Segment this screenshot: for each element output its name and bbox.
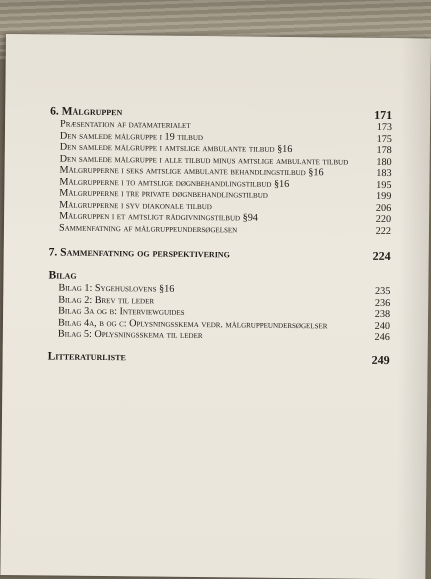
entry-label: Målgrupperne i seks amtslige ambulante behandlingstilbud §16: [59, 164, 324, 179]
entry-page-number: 222: [375, 225, 392, 237]
entry-page-number: 183: [376, 167, 392, 180]
entry-label: Bilag 2: Brev til leder: [58, 294, 155, 307]
entry-page-number: 195: [376, 179, 392, 191]
table-of-contents: [48, 104, 393, 366]
chapter-page-number: 171: [374, 107, 393, 123]
entry-label: Den samlede målgruppe i amtslige ambulante tilbud §16: [59, 141, 293, 156]
entry-page-number: 235: [374, 285, 391, 298]
entry-label: Den samlede målgruppe i 19 tilbud: [59, 130, 204, 143]
chapter-page-number: 224: [372, 248, 391, 264]
entry-page-number: 199: [375, 190, 392, 203]
entry-label: Sammenfatning af målgruppeundersøgelsen: [58, 222, 238, 235]
entry-label: Bilag 4a, b og c: Oplysningsskema vedr. målgruppeundersøgelser: [57, 317, 328, 331]
entry-page-number: 180: [376, 156, 392, 168]
entry-label: Målgrupperne i tre private døgnbehandlingstilbud: [59, 187, 268, 201]
entry-label: Bilag 3a og b: Interviewguides: [58, 305, 185, 318]
entry-page-number: 173: [376, 121, 393, 134]
entry-page-number: 178: [376, 144, 392, 157]
entry-label: Bilag 1: Sygehuslovens §16: [58, 282, 175, 295]
book-page: [0, 34, 431, 579]
entry-label: Målgruppen i et amtsligt rådgivningstilbud §94: [59, 210, 258, 224]
entry-label: Den samlede målgruppe i alle tilbud minus amtslige ambulante tilbud: [59, 153, 349, 168]
entry-page-number: 220: [375, 213, 392, 226]
entry-page-number: 175: [376, 133, 392, 145]
entry-label: Bilag 5: Oplysningsskema til leder: [57, 328, 203, 342]
entry-label: Præsentation af datamaterialet: [60, 118, 191, 131]
chapter-title: 7. Sammenfatning og perspektivering: [48, 246, 230, 261]
chapter-title: 6. Målgruppen: [50, 105, 123, 119]
entry-page-number: 240: [374, 320, 391, 332]
section-page-number: 249: [371, 352, 390, 367]
section-title: Litteraturliste: [47, 349, 126, 363]
entry-page-number: 238: [374, 308, 391, 321]
entry-label: Målgrupperne i to amtslige døgnbehandlingstilbud §16: [59, 176, 290, 190]
toc-litteraturliste: [48, 349, 390, 367]
entry-page-number: 206: [375, 202, 392, 214]
section-title: Bilag: [48, 269, 77, 282]
entry-page-number: 246: [374, 331, 390, 344]
entry-page-number: 236: [374, 297, 391, 309]
entry-label: Målgrupperne i syv diakonale tilbud: [59, 199, 212, 212]
